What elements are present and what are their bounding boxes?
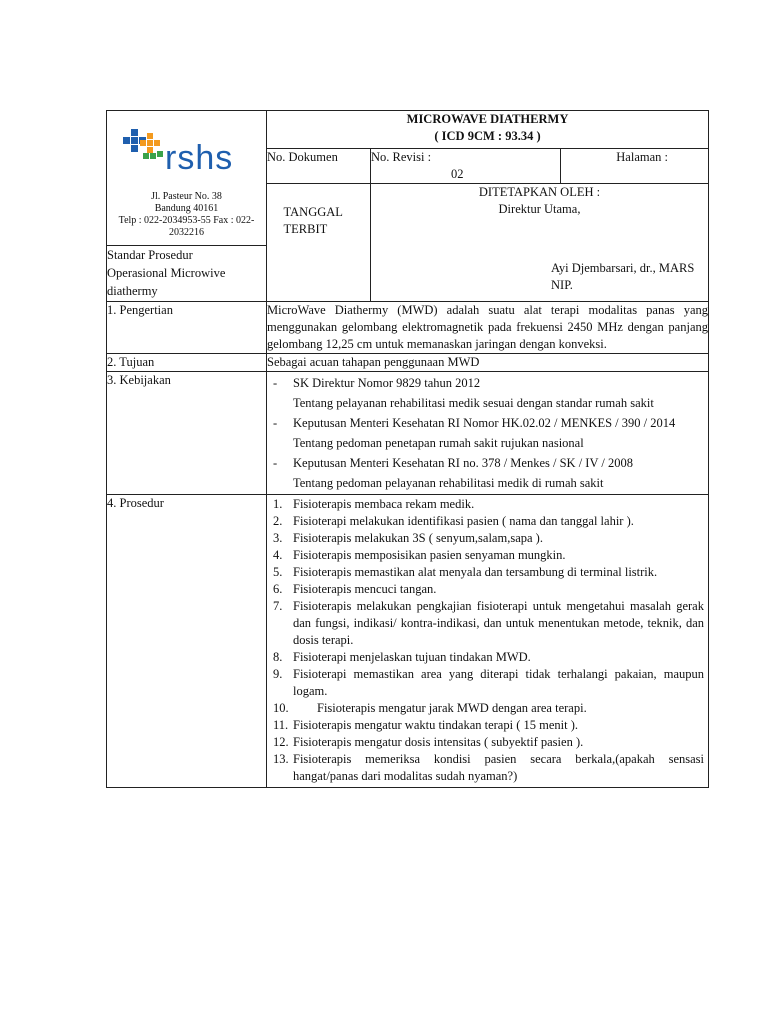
- no-dokumen-cell: [267, 149, 371, 184]
- step-number: 8.: [273, 650, 283, 664]
- tanggal-terbit-cell: [267, 184, 371, 302]
- logo-cell: [107, 111, 267, 246]
- step-text: Fisioterapis memastikan alat menyala dan tersambung di terminal listrik.: [293, 565, 658, 579]
- rshs-cross-logo-icon: [121, 129, 169, 165]
- prosedur-step: [267, 734, 704, 751]
- prosedur-label: 4. Prosedur: [107, 496, 164, 510]
- step-text: Fisioterapi menjelaskan tujuan tindakan MWD.: [293, 650, 531, 664]
- nip-label: NIP.: [551, 278, 573, 292]
- logo-wordmark: rshs: [165, 139, 234, 177]
- step-text: Fisioterapi melakukan identifikasi pasien ( nama dan tanggal lahir ).: [293, 514, 634, 528]
- kebijakan-label-cell: [107, 372, 267, 495]
- signatory-name: Ayi Djembarsari, dr., MARS: [551, 261, 695, 275]
- kebijakan-item-desc: Tentang pedoman penetapan rumah sakit rujukan nasional: [293, 436, 584, 450]
- step-number: 13.: [273, 752, 289, 766]
- step-text: Fisioterapis mencuci tangan.: [293, 582, 437, 596]
- address-line-2: Bandung 40161: [154, 203, 219, 214]
- kebijakan-label: 3. Kebijakan: [107, 373, 171, 387]
- prosedur-step: [267, 717, 704, 734]
- prosedur-step: [267, 598, 704, 649]
- prosedur-step: [267, 564, 704, 581]
- prosedur-step: [267, 666, 704, 700]
- dash-marker: -: [273, 456, 278, 470]
- dash-marker: -: [273, 416, 278, 430]
- ditetapkan-cell: [371, 184, 709, 302]
- kebijakan-item: [267, 373, 704, 413]
- sop-title: Standar Prosedur Operasional Microwive diathermy: [107, 248, 226, 298]
- hospital-logo: [107, 111, 266, 191]
- step-number: 1.: [273, 497, 283, 511]
- tujuan-label: 2. Tujuan: [107, 355, 155, 369]
- address-line-1: Jl. Pasteur No. 38: [151, 191, 222, 202]
- no-revisi-label: No. Revisi :: [371, 150, 432, 164]
- pengertian-text: MicroWave Diathermy (MWD) adalah suatu alat terapi modalitas panas yang menggunakan gelombang elektromagnetik pada frekuensi 2450 MHz dengan panjang gelombang 12,25 cm untuk memanaskan jaringan dengan konveksi.: [267, 302, 709, 354]
- step-text: Fisioterapis mengatur jarak MWD dengan area terapi.: [317, 701, 587, 715]
- prosedur-step: [267, 751, 704, 785]
- prosedur-cell: [267, 495, 709, 788]
- step-number: 2.: [273, 514, 283, 528]
- dash-marker: -: [273, 376, 278, 390]
- pengertian-label: 1. Pengertian: [107, 303, 173, 317]
- kebijakan-item: [267, 453, 704, 493]
- step-text: Fisioterapis melakukan 3S ( senyum,salam,sapa ).: [293, 531, 543, 545]
- halaman-label: Halaman :: [616, 150, 668, 164]
- address-line-3: Telp : 022-2034953-55 Fax : 022-2032216: [118, 215, 255, 238]
- hospital-address: [107, 191, 266, 243]
- tanggal-terbit-label: TANGGAL TERBIT: [283, 205, 343, 236]
- prosedur-list: [267, 496, 708, 785]
- prosedur-step: [267, 547, 704, 564]
- kebijakan-list: [267, 373, 708, 493]
- direktur-utama-label: Direktur Utama,: [498, 202, 581, 216]
- kebijakan-item-desc: Tentang pelayanan rehabilitasi medik sesuai dengan standar rumah sakit: [293, 396, 654, 410]
- prosedur-step: [267, 700, 704, 717]
- step-number: 3.: [273, 531, 283, 545]
- prosedur-step: [267, 496, 704, 513]
- prosedur-label-cell: [107, 495, 267, 788]
- step-number: 4.: [273, 548, 283, 562]
- tujuan-text: Sebagai acuan tahapan penggunaan MWD: [267, 354, 709, 372]
- no-revisi-cell: [371, 149, 561, 184]
- kebijakan-item-desc: Tentang pedoman pelayanan rehabilitasi medik di rumah sakit: [293, 476, 604, 490]
- ditetapkan-oleh-label: DITETAPKAN OLEH :: [478, 185, 601, 199]
- prosedur-step: [267, 513, 704, 530]
- step-number: 11.: [273, 718, 289, 732]
- title-line-2: ( ICD 9CM : 93.34 ): [434, 129, 541, 143]
- step-number: 5.: [273, 565, 283, 579]
- sop-table: [106, 110, 709, 788]
- halaman-cell: [561, 149, 709, 184]
- step-number: 9.: [273, 667, 283, 681]
- step-text: Fisioterapis melakukan pengkajian fisioterapi untuk mengetahui masalah gerak dan fungsi, indikasi/ kontra-indikasi, dan untuk menentukan metode, teknik, dan dosis terapi.: [293, 599, 704, 647]
- kebijakan-item-title: Keputusan Menteri Kesehatan RI no. 378 / Menkes / SK / IV / 2008: [293, 456, 633, 470]
- title-line-1: MICROWAVE DIATHERMY: [406, 112, 569, 126]
- step-text: Fisioterapis membaca rekam medik.: [293, 497, 475, 511]
- kebijakan-cell: [267, 372, 709, 495]
- document-title: [267, 111, 709, 149]
- step-text: Fisioterapis memposisikan pasien senyaman mungkin.: [293, 548, 566, 562]
- step-number: 12.: [273, 735, 289, 749]
- prosedur-step: [267, 649, 704, 666]
- no-revisi-value: 02: [451, 167, 464, 181]
- step-text: Fisioterapi memastikan area yang diterapi tidak terhalangi pakaian, maupun logam.: [293, 667, 704, 698]
- prosedur-step: [267, 530, 704, 547]
- step-number: 10.: [273, 701, 289, 715]
- prosedur-step: [267, 581, 704, 598]
- step-text: Fisioterapis mengatur dosis intensitas ( subyektif pasien ).: [293, 735, 584, 749]
- tujuan-label-cell: [107, 354, 267, 372]
- step-number: 6.: [273, 582, 283, 596]
- sop-title-cell: [107, 246, 267, 302]
- kebijakan-item-title: Keputusan Menteri Kesehatan RI Nomor HK.02.02 / MENKES / 390 / 2014: [293, 416, 676, 430]
- no-dokumen-label: No. Dokumen: [267, 150, 338, 164]
- step-text: Fisioterapis memeriksa kondisi pasien secara berkala,(apakah sensasi hangat/panas dari modalitas sudah nyaman?): [293, 752, 704, 783]
- pengertian-label-cell: [107, 302, 267, 354]
- kebijakan-item: [267, 413, 704, 453]
- step-text: Fisioterapis mengatur waktu tindakan terapi ( 15 menit ).: [293, 718, 578, 732]
- kebijakan-item-title: SK Direktur Nomor 9829 tahun 2012: [293, 376, 481, 390]
- step-number: 7.: [273, 599, 283, 613]
